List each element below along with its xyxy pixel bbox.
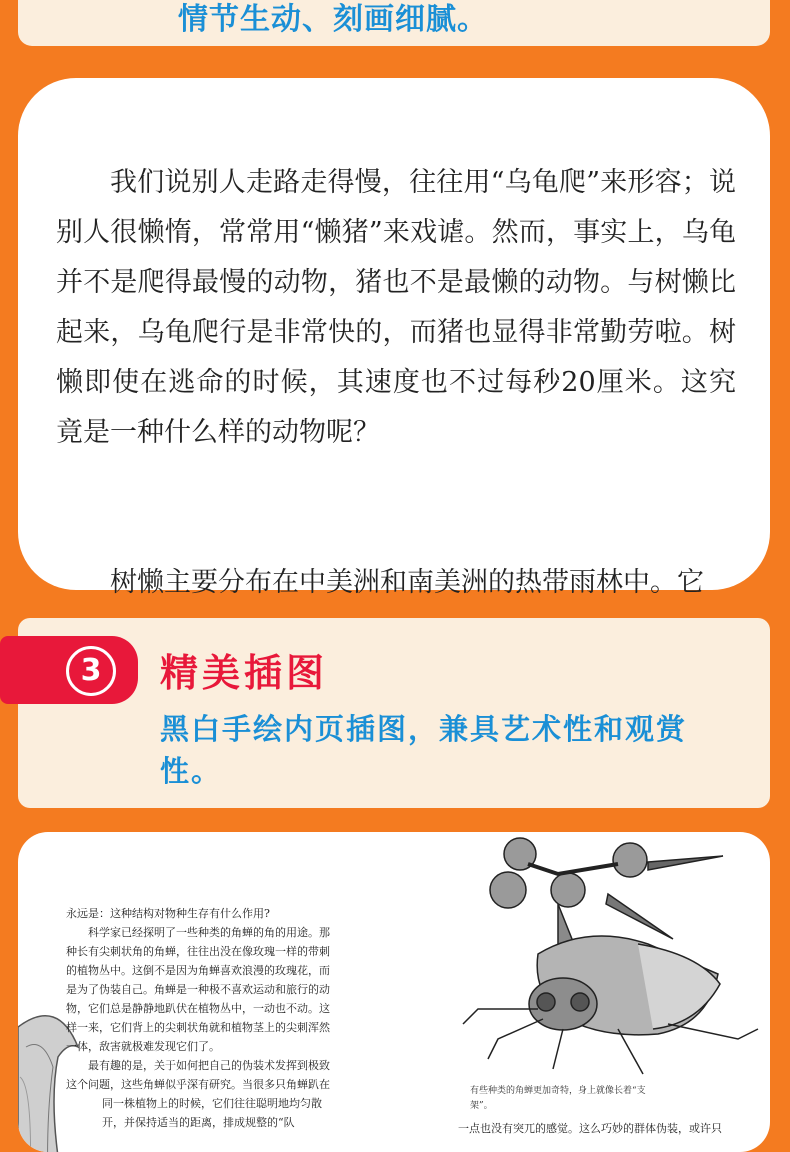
feature-description: 黑白手绘内页插图，兼具艺术性和观赏性。 — [160, 712, 688, 788]
passage-paragraph-1: 我们说别人走路走得慢，往往用“乌龟爬”来形容；说别人很懒惰，常常用“懒猪”来戏谑。然而，事实上，乌龟并不是爬得最慢的动物，猪也不是最懒的动物。与树懒比起来，乌龟爬行是非常快的，而猪也显得非常勤劳啦。树懒即使在逃命的时候，其速度也不过每秒20厘米。这究竟是一种什么样的动物呢？ — [56, 167, 736, 448]
sample-line: 是为了伪装自己。角蝉是一种极不喜欢运动和旅行的动 — [66, 983, 330, 996]
sample-line: 的植物丛中。这倒不是因为角蝉喜欢浪漫的玫瑰花，而 — [66, 964, 330, 977]
sample-line: 种长有尖刺状角的角蝉，往往出没在像玫瑰一样的带刺 — [66, 945, 330, 958]
previous-feature-box — [18, 0, 770, 46]
passage-paragraph-2: 树懒主要分布在中美洲和南美洲的热带雨林中。它 — [110, 567, 704, 598]
sample-line: 样一来，它们背上的尖刺状角就和植物茎上的尖刺浑然 — [66, 1021, 330, 1034]
feature-number-badge — [0, 636, 138, 704]
sample-line: 物，它们总是静静地趴伏在植物丛中，一动也不动。这 — [66, 1002, 330, 1015]
sample-line: 这个问题，这些角蝉似乎深有研究。当很多只角蝉趴在 — [66, 1078, 330, 1091]
sample-text-card — [18, 78, 770, 598]
sample-line: 开，并保持适当的距离，排成规整的“队 — [102, 1116, 295, 1129]
sample-line: 一体，敌害就极难发现它们了。 — [66, 1040, 220, 1053]
sample-line: 科学家已经探明了一些种类的角蝉的角的用途。那 — [88, 926, 330, 939]
sample-page-preview — [18, 832, 770, 1152]
sample-line: 最有趣的是，关于如何把自己的伪装术发挥到极致 — [88, 1059, 330, 1072]
illustration-caption: 有些种类的角蝉更加奇特，身上就像长着“支架”。 — [470, 1086, 646, 1111]
sample-bottom-line: 一点也没有突兀的感觉。这么巧妙的群体伪装，或许只 — [458, 1122, 722, 1135]
sample-line: 同一株植物上的时候，它们往往聪明地均匀散 — [102, 1097, 322, 1110]
sample-body-text — [66, 904, 476, 1132]
treehopper-illustration — [458, 834, 768, 1084]
feature-number: 3 — [66, 646, 116, 696]
previous-feature-caption: 情节生动、刻画细腻。 — [178, 2, 488, 37]
sample-line: 永远是：这种结构对物种生存有什么作用? — [66, 907, 270, 920]
feature-title: 精美插图 — [160, 651, 329, 695]
